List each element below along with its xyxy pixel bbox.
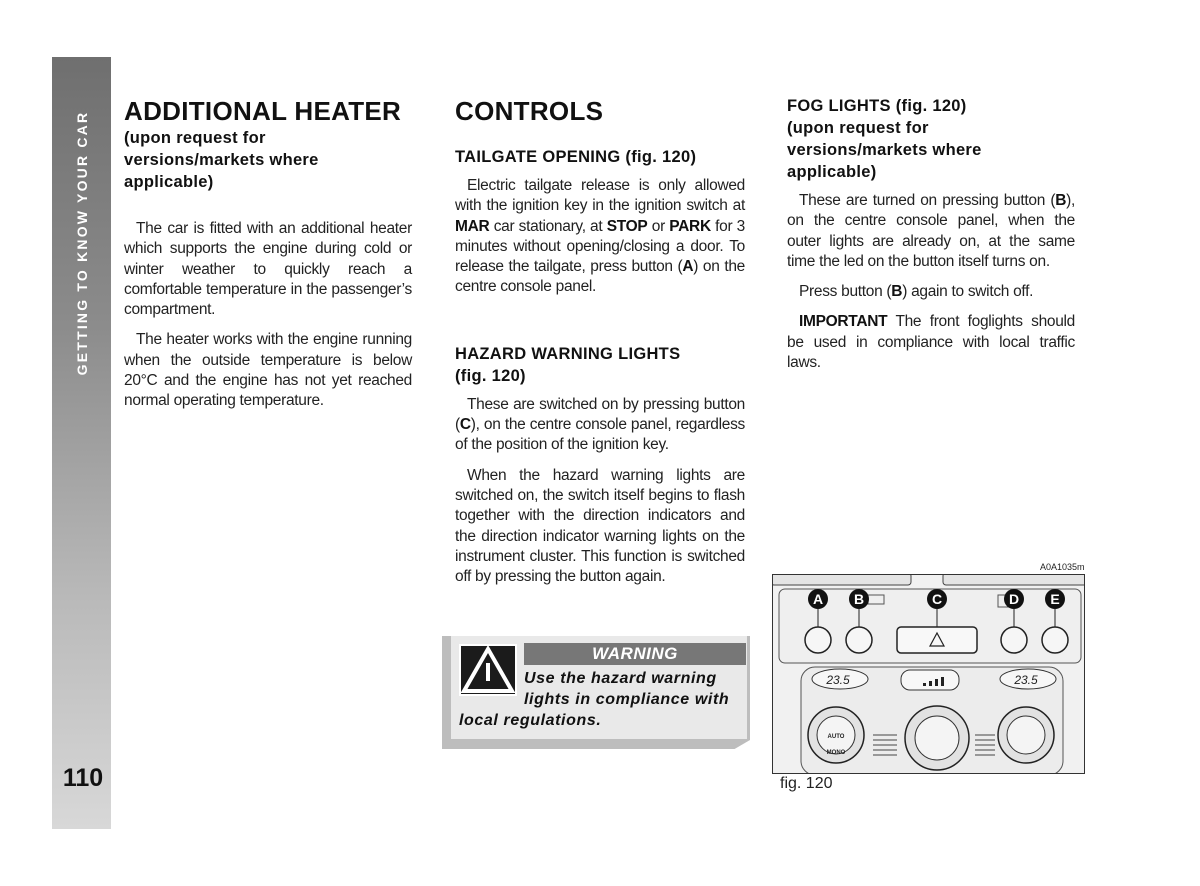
tailgate-heading-fig: (fig. 120) — [625, 148, 697, 166]
fog-paragraph-2: Press button (B) again to switch off. — [799, 283, 1034, 301]
fog-subheading-line-1: (upon request for — [787, 119, 929, 137]
heading-additional-heater: ADDITIONAL HEATER — [124, 96, 402, 126]
figure-label-c: C — [931, 591, 943, 607]
heater-paragraph-2: The heater works with the engine running when the outside temperature is below 20°C and the engine has not yet reached normal operating temperature. — [124, 331, 412, 410]
warning-heading: WARNING — [524, 643, 746, 665]
figure-temp-left: 23.5 — [826, 673, 850, 687]
figure-temp-right: 23.5 — [1014, 673, 1038, 687]
console-drawing — [773, 575, 1085, 774]
fog-paragraph-1: These are turned on pressing button (B), on the centre console panel, when the outer lights are already on, at the same time the led on the button itself turns on. — [787, 192, 1075, 270]
tailgate-paragraph: Electric tailgate release is only allowed with the ignition key in the ignition switch at MAR car stationary, at STOP or PARK for 3 minutes without opening/closing a door. To release the tailgate, press button (A) on the centre console panel. — [455, 177, 745, 296]
figure-label-e: E — [1050, 591, 1060, 607]
figure-knob-auto: AUTO — [827, 734, 845, 740]
fog-subheading-line-2: versions/markets where — [787, 141, 982, 159]
warning-box — [442, 636, 750, 749]
page-number: 110 — [62, 764, 104, 792]
heading-fog-lights: FOG LIGHTS (fig. 120) — [787, 97, 967, 115]
warning-text: Use the hazard warning lights in compliance with local regulations. — [459, 670, 730, 729]
heading-hazard-warning-lights-2: (fig. 120) — [455, 366, 526, 385]
subheading-line-1: (upon request for — [124, 129, 266, 147]
hazard-paragraph-1: These are switched on by pressing button (C), on the centre console panel, regardless of the position of the ignition key. — [455, 395, 745, 454]
figure-caption: fig. 120 — [780, 775, 833, 792]
column-controls — [455, 95, 745, 587]
figure-label-d: D — [1008, 591, 1020, 607]
figure-console-illustration — [772, 574, 1085, 774]
figure-label-a: A — [812, 591, 824, 607]
heading-tailgate-opening — [455, 146, 745, 168]
subheading-line-2: versions/markets where — [124, 151, 319, 169]
section-label: GETTING TO KNOW YOUR CAR — [74, 110, 90, 376]
figure-knob-mono: MONO — [826, 750, 846, 756]
heading-hazard-warning-lights-1: HAZARD WARNING LIGHTS — [455, 344, 681, 363]
column-fog-lights — [787, 95, 1075, 373]
fog-subheading-line-3: applicable) — [787, 163, 877, 181]
heading-controls: CONTROLS — [455, 96, 604, 126]
figure-code: A0A1035m — [1040, 562, 1085, 572]
fog-important-paragraph: IMPORTANT The front foglights should be used in compliance with local traffic laws. — [787, 313, 1075, 372]
heater-paragraph-1: The car is fitted with an additional heater which supports the engine during cold or winter weather to quickly reach a comfortable temperature in the passenger’s compartment. — [124, 220, 412, 319]
subheading-line-3: applicable) — [124, 173, 214, 191]
column-additional-heater — [124, 95, 412, 412]
hazard-paragraph-2: When the hazard warning lights are switched on, the switch itself begins to flash together with the direction indicators and the direction indicator warning lights on the instrument cluster. This function is switched off by pressing the button again. — [455, 466, 745, 586]
tailgate-heading-text: TAILGATE OPENING — [455, 148, 621, 166]
figure-label-b: B — [853, 591, 865, 607]
